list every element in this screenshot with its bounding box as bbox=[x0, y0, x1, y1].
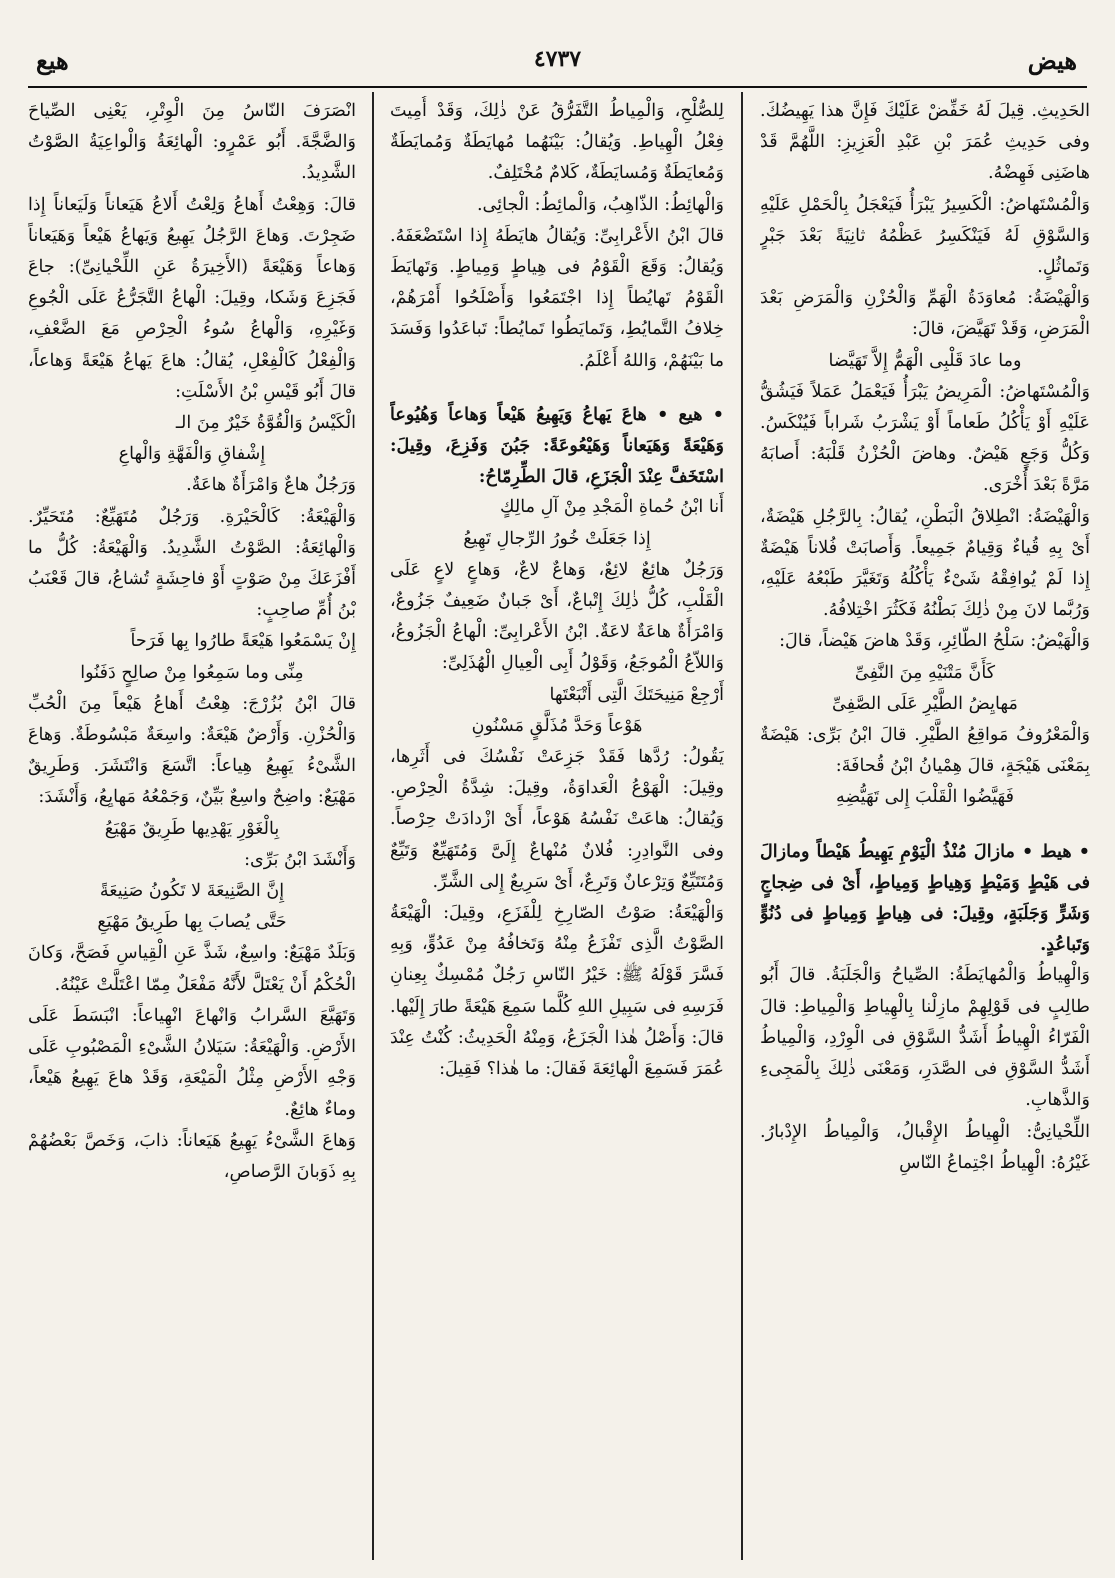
entry-heading-paragraph: • هيط • مازالَ مُنْذُ الْيَوْمِ يَهِيطُ هَيْطاً ومازالَ فى هَيْطٍ وَمَيْطٍ وَهِياطٍ وَمِياطٍ، أَىْ فى ضِجاجٍ وَشَرٍّ وَجَلَبَةٍ، وقِيلَ: فى هِياطٍ وَمِياطٍ فى دُنُوٍّ وَتَباعُدٍ. bbox=[760, 840, 1090, 956]
verse-line: فَهَيَّضُوا الْقَلْبَ إِلى تَهَيُّضِهِ bbox=[835, 787, 1014, 808]
column-divider-left bbox=[372, 92, 374, 1560]
column-right bbox=[760, 96, 1090, 1564]
column-left bbox=[28, 96, 356, 1564]
verse-line: إِنَّ الصَّنِيعَةَ لا تَكُونُ صَنِيعَةً bbox=[99, 881, 285, 902]
paragraph: قالَ: وَهِعْتُ أَهاعُ وَلِعْتُ أَلاعُ هَيَعاناً وَلَيَعاناً إِذا ضَجِرْتَ. وَهاعَ الرَّجُلُ يَهِيعُ وَيَهاعُ هَيْعاً وَهَيَعاناً وَهاعاً وَهَيْعَةً (الأَخِيرَةُ عَنِ اللِّحْيانِىِّ): جاعَ فَجَزِعَ وَشَكا، وقِيلَ: الْهاعُ التَّجَرُّعُ عَلَى الْجُوعِ وَغَيْرِهِ، وَالْهاعُ سُوءُ الْحِرْصِ مَعَ الضَّعْفِ، وَالْفِعْلُ كَالْفِعْلِ، يُقالُ: هاعَ يَهاعُ هَيْعَةً وَهاعاً، قالَ أَبُو قَيْسِ بْنُ الأَسْلَتِ: bbox=[28, 194, 356, 402]
verse-line: الْكَيْسُ وَالْقُوَّةُ خَيْرٌ مِنَ الـ bbox=[175, 413, 356, 434]
paragraph: لِلصُّلْحِ، وَالْمِياطُ التَّفَرُّقُ عَنْ ذٰلِكَ، وَقَدْ أُمِيتَ فِعْلُ الْهِياطِ. وَيُقالُ: بَيْنَهُما مُهايَطَةٌ وَمُمايَطَةٌ وَمُعايَطَةٌ وَمُسايَطَةٌ، كَلامٌ مُخْتَلِفٌ. bbox=[390, 101, 724, 184]
header-left-word: هيع bbox=[36, 46, 69, 75]
paragraph: قالَ ابْنُ بُزُرْجَ: هِعْتُ أَهاعُ هَيْعاً مِنَ الْحُبِّ وَالْحُزْنِ. وَأَرْضٌ هَيْعَةٌ: واسِعَةٌ مَبْسُوطَةٌ. وَهاعَ الشَّىْءُ يَهِيعُ هِياعاً: اتَّسَعَ وَانْتَشَرَ. وَطَرِيقٌ مَهْيَعٌ: واضِحٌ واسِعٌ بَيِّنٌ، وَجَمْعُهُ مَهايِعُ، وَأَنْشَدَ: bbox=[28, 693, 356, 808]
paragraph: قالَ ابْنُ الأَعْرابِىِّ: وَيُقالُ هايَطَهُ إِذا اسْتَضْعَفَهُ. وَيُقالُ: وَقَعَ الْقَوْمُ فى هِياطٍ وَمِياطٍ. وَتَهايَطَ الْقَوْمُ تَهايُطاً إِذا اجْتَمَعُوا وَأَصْلَحُوا أَمْرَهُمْ، خِلافُ التَّمايُطِ، وَتَمايَطُوا تَمايُطاً: تَباعَدُوا وَفَسَدَ ما بَيْنَهُمْ، وَاللهُ أَعْلَمُ. bbox=[390, 225, 724, 371]
paragraph: وَهاعَ الشَّىْءُ يَهِيعُ هَيَعاناً: ذابَ، وَخَصَّ بَعْضُهُمْ بِهِ ذَوَبانَ الرَّصاصِ، bbox=[28, 1130, 356, 1182]
verse-line: مِنِّى وما سَمِعُوا مِنْ صالِحٍ دَفَنُوا bbox=[80, 662, 304, 683]
paragraph: الحَدِيثِ. قِيلَ لَهُ خَفِّضْ عَلَيْكَ فَإِنَّ هذا يَهِيضُكَ. وفى حَدِيثِ عُمَرَ بْنِ عَبْدِ الْعَزِيزِ: اللَّهُمَّ قَدْ هاضَنِى فَهِضْهُ. bbox=[760, 101, 1090, 184]
paragraph: وَالْهَيْضُ: سَلْحُ الطّائِرِ، وَقَدْ هاضَ هَيْضاً، قالَ: bbox=[779, 631, 1090, 652]
verse-line: حَتَّى يُصابَ بِها طَرِيقُ مَهْيَعِ bbox=[97, 912, 287, 933]
paragraph: وَتَهَيَّعَ السَّرابُ وَانْهاعَ انْهِياعاً: انْبَسَطَ عَلَى الأَرْضِ. وَالْهَيْعَةُ: سَيَلانُ الشَّىْءِ الْمَصْبُوبِ عَلَى وَجْهِ الأَرْضِ مِثْلُ الْمَيْعَةِ، وَقَدْ هاعَ يَهِيعُ هَيْعاً، وماءٌ هائِعٌ. bbox=[28, 1005, 356, 1120]
verse-line: مَهايِضُ الطَّيْرِ عَلَى الصَّفِىِّ bbox=[832, 693, 1018, 714]
header-right-word: هيض bbox=[1027, 46, 1077, 75]
paragraph: وَالْهَيْضَةُ: مُعاوَدَةُ الْهَمِّ وَالْحُزْنِ وَالْمَرَضِ بَعْدَ الْمَرَضِ، وَقَدْ تَهَيَّضَ، قالَ: bbox=[760, 288, 1090, 340]
paragraph: وَالْمُسْتَهاضُ: الْكَسِيرُ يَبْرَأُ فَيَعْجَلُ بِالْحَمْلِ عَلَيْهِ وَالسَّوْقِ لَهُ فَيَنْكَسِرُ عَظْمُهُ ثانِيَةً بَعْدَ جَبْرٍ وَتَماثُلٍ. bbox=[760, 194, 1090, 278]
paragraph: وَرَجُلٌ هائِعٌ لائِعٌ، وَهاعٌ لاعٌ، وَهاعٍ لاعٍ عَلَى الْقَلْبِ، كُلُّ ذٰلِكَ إِتْباعٌ، أَىْ جَبانٌ ضَعِيفٌ جَزُوعٌ، وَامْرَأَةٌ هاعَةٌ لاعَةٌ. ابْنُ الأَعْرابِىِّ: الْهاعُ الْجَزُوعُ، وَاللاّعُ الْمُوجَعُ، وَقَوْلُ أَبِى الْعِيالِ الْهُذَلِىِّ: bbox=[390, 559, 724, 674]
page-number: ٤٧٣٧ bbox=[533, 46, 582, 72]
verse-line: هَوْعاً وَحَدَّ مُذَلَّقٍ مَسْنُونِ bbox=[471, 715, 643, 736]
verse-line: بِالْغَوْرِ يَهْدِيها طَرِيقٌ مَهْيَعُ bbox=[104, 818, 280, 839]
verse-line: أَنا ابْنُ حُماةِ الْمَجْدِ مِنْ آلِ مالِكٍ bbox=[500, 497, 724, 518]
column-middle bbox=[390, 96, 724, 1564]
paragraph: انْصَرَفَ النّاسُ مِنَ الْوِتْرِ، يَعْنِى الصِّياحَ وَالضَّجَّةَ. أَبُو عَمْرٍو: الْهائِعَةُ وَالْواعِيَةُ الصَّوْتُ الشَّدِيدُ. bbox=[28, 101, 356, 184]
verse-line: إِنْ يَسْمَعُوا هَيْعَةً طارُوا بِها فَرَحاً bbox=[130, 631, 356, 652]
paragraph: وَالْمَعْرُوفُ مَواقِعُ الطَّيْرِ. قالَ ابْنُ بَرِّى: هَيْضَةٌ بِمَعْنَى هَيْجَةٍ، قالَ هِمْيانُ ابْنُ قُحافَةَ: bbox=[760, 725, 1090, 777]
paragraph: وَالْهَيْعَةُ: صَوْتُ الصّارِخِ لِلْفَزَعِ، وقِيلَ: الْهَيْعَةُ الصَّوْتُ الَّذِى تَفْزَعُ مِنْهُ وَتَخافُهُ مِنْ عَدُوٍّ، وَبِهِ فَسَّرَ قَوْلَهُ ﷺ: خَيْرُ النّاسِ رَجُلٌ مُمْسِكٌ بِعِنانِ فَرَسِهِ فى سَبِيلِ اللهِ كُلَّما سَمِعَ هَيْعَةً طارَ إِلَيْها. قالَ: وَأَصْلُ هٰذا الْجَزَعُ، وَمِنْهُ الْحَدِيثُ: كُنْتُ عِنْدَ عُمَرَ فَسَمِعَ الْهائِعَةَ فَقالَ: ما هٰذا؟ فَقِيلَ: bbox=[390, 903, 724, 1080]
paragraph: وَالْهَيْعَةُ: كَالْحَيْرَةِ. وَرَجُلٌ مُتَهَيِّعٌ: مُتَحَيِّرٌ. وَالْهائِعَةُ: الصَّوْتُ الشَّدِيدُ. وَالْهَيْعَةُ: كُلُّ ما أَفْزَعَكَ مِنْ صَوْتٍ أَوْ فاحِشَةٍ تُشاعُ، قالَ قَعْنَبُ بْنُ أُمِّ صاحِبٍ: bbox=[28, 506, 356, 621]
page-header bbox=[28, 40, 1087, 88]
paragraph: وَالْهَيْضَةُ: انْطِلاقُ الْبَطْنِ، يُقالُ: بِالرَّجُلِ هَيْضَةٌ، أَىْ بِهِ قُياءٌ وَقِيامٌ جَمِيعاً. وَأَصابَتْ فُلاناً هَيْضَةٌ إِذا لَمْ يُوافِقْهُ شَىْءٌ يَأْكُلُهُ وَتَغَيَّرَ طَبْعُهُ عَلَيْهِ، وَرُبَّما لانَ مِنْ ذٰلِكَ بَطْنُهُ فَكَثُرَ اخْتِلافُهُ. bbox=[760, 506, 1090, 621]
paragraph: وَالْهِياطُ وَالْمُهايَطَةُ: الصِّياحُ وَالْجَلَبَةُ. قالَ أَبُو طالِبٍ فى قَوْلِهِمْ مازِلْنا بِالْهِياطِ وَالْمِياطِ: قالَ الْفَرّاءُ الْهِياطُ أَشَدُّ السَّوْقِ فى الْوِرْدِ، وَالْمِياطُ أَشَدُّ السَّوْقِ فى الصَّدَرِ، وَمَعْنَى ذٰلِكَ بِالْمَجِىءِ وَالذَّهابِ. bbox=[760, 965, 1090, 1111]
paragraph: وَرَجُلٌ هاعٌ وَامْرَأَةٌ هاعَةٌ. bbox=[186, 475, 356, 496]
paragraph: وَالْمُسْتَهاضُ: الْمَرِيضُ يَبْرَأُ فَيَعْمَلُ عَمَلاً فَيَشُقُّ عَلَيْهِ أَوْ يَأْكُلُ طَعاماً أَوْ يَشْرَبُ شَراباً فَيُنْكَسُ. وَكُلُّ وَجَعٍ هَيْضٌ. وهاضَ الْحُزْنُ قَلْبَهُ: أَصابَهُ مَرَّةً بَعْدَ أُخْرَى. bbox=[760, 381, 1090, 496]
verse-line: أَرْجِعْ مَنِيحَتَكَ الَّتِى أَتْبَعْتَها bbox=[549, 684, 724, 705]
paragraph: يَقُولُ: رُدَّها فَقَدْ جَزِعَتْ نَفْسُكَ فى أَثَرِها، وقِيلَ: الْهَوْعُ الْعَداوَةُ، وقِيلَ: شِدَّةُ الْحِرْصِ. وَيُقالُ: هاعَتْ نَفْسُهُ هَوْعاً، أَىْ ازْدادَتْ حِرْصاً. وفى النَّوادِرِ: فُلانٌ مُنْهاعٌ إِلَىَّ وَمُتَهَيِّعٌ وَتَيِّعٌ وَمُتَتَيِّعٌ وَتِرْعانٌ وَتَرِعٌ، أَىْ سَرِيعٌ إِلى الشَّرِّ. bbox=[390, 747, 724, 892]
paragraph: اللِّحْيانِىُّ: الْهِياطُ الإِقْبالُ، وَالْمِياطُ الإِدْبارُ. غَيْرُهُ: الْهِياطُ اجْتِماعُ النّاسِ bbox=[760, 1121, 1090, 1173]
paragraph: وَأَنْشَدَ ابْنُ بَرِّى: bbox=[244, 849, 356, 870]
verse-line: كَأَنَّ مَتْنَيْهِ مِنَ النَّفِىِّ bbox=[854, 662, 996, 683]
paragraph: وَبَلَدٌ مَهْيَعٌ: واسِعٌ، شَذَّ عَنِ الْقِياسِ فَصَحَّ، وَكانَ الْحُكْمُ أَنْ يَعْتَلَّ لأَنَّهُ مَفْعَلٌ مِمّا اعْتَلَّتْ عَيْنُهُ. bbox=[28, 943, 356, 995]
verse-line: وما عادَ قَلْبِى الْهَمُّ إِلاَّ تَهَيَّضا bbox=[828, 350, 1022, 371]
verse-line: إِذا جَعَلَتْ خُورُ الرِّجالِ تَهِيعُ bbox=[463, 528, 651, 549]
entry-heading-paragraph: • هيع • هاعَ يَهاعُ وَيَهِيعُ هَيْعاً وَهاعاً وَهُيُوعاً وَهَيْعَةً وَهَيَعاناً وَهَيْعُوعَةً: جَبُنَ وَفَزِعَ، وقِيلَ: اسْتَخَفَّ عِنْدَ الْجَزَعِ، قالَ الطِّرِمّاحُ: bbox=[390, 403, 724, 488]
verse-line: إِشْفاقِ وَالْفَهَّةِ وَالْهاعِ bbox=[118, 444, 266, 465]
paragraph: وَالْهائِطُ: الذّاهِبُ، وَالْمائِطُ: الْجائِى. bbox=[476, 194, 724, 215]
column-divider-right bbox=[741, 92, 743, 1560]
